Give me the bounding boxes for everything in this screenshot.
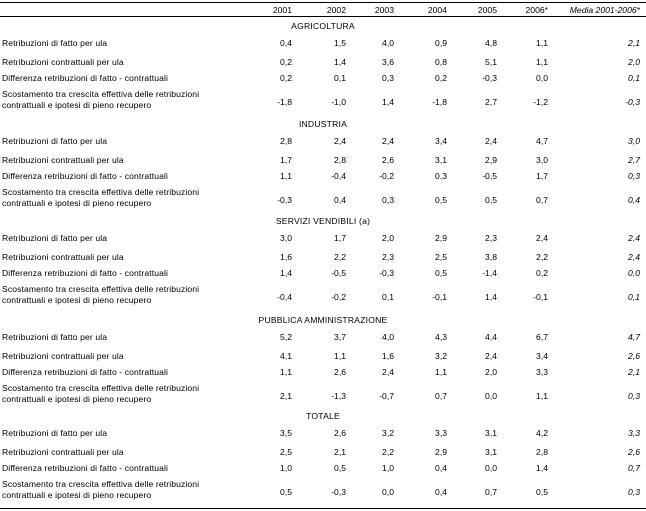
table-row (0, 250, 646, 264)
header-rule (0, 16, 646, 17)
table-cell: -1,2 (533, 97, 548, 107)
table-cell: 4,7 (628, 332, 640, 342)
table-cell: 2,2 (334, 252, 346, 262)
col-header-2004: 2004 (427, 5, 447, 15)
table-row (0, 153, 646, 167)
table-cell: 2,6 (628, 351, 640, 361)
table-cell: 0,7 (536, 195, 548, 205)
table-cell: 6,7 (536, 332, 548, 342)
table-cell: 0,2 (280, 73, 292, 83)
table-cell: 5,2 (280, 332, 292, 342)
row-label-continued: contrattuali e ipotesi di pieno recupero (2, 490, 152, 500)
table-cell: 1,7 (280, 155, 292, 165)
table-cell: 0,4 (280, 38, 292, 48)
table-row (0, 461, 646, 475)
table-cell: 0,3 (628, 171, 640, 181)
table-cell: 0,1 (382, 292, 394, 302)
row-label: Retribuzioni di fatto per ula (2, 233, 108, 243)
row-label: Scostamento tra crescita effettiva delle retribuzioni (2, 187, 200, 197)
table-row (0, 55, 646, 69)
row-label: Retribuzioni contrattuali per ula (2, 155, 124, 165)
table-cell: -1,0 (331, 97, 346, 107)
table-cell: 2,4 (382, 136, 394, 146)
table-row (0, 36, 646, 50)
table-cell: 4,2 (536, 428, 548, 438)
table-cell: -0,2 (379, 171, 394, 181)
table-cell: 0,4 (435, 487, 447, 497)
table-row (0, 383, 646, 409)
table-cell: 2,4 (485, 136, 497, 146)
section-title: PUBBLICA AMMINISTRAZIONE (258, 315, 388, 325)
row-label: Retribuzioni di fatto per ula (2, 428, 108, 438)
table-cell: -0,3 (379, 268, 394, 278)
table-cell: 0,0 (485, 391, 497, 401)
table-cell: 0,5 (536, 487, 548, 497)
table-cell: 0,5 (280, 487, 292, 497)
col-header-2003: 2003 (374, 5, 394, 15)
table-cell: -0,3 (331, 487, 346, 497)
table-cell: -0,7 (379, 391, 394, 401)
table-cell: 1,1 (280, 367, 292, 377)
table-cell: 2,0 (628, 57, 640, 67)
table-cell: 2,4 (334, 136, 346, 146)
table-cell: 3,4 (536, 351, 548, 361)
table-cell: 2,4 (628, 233, 640, 243)
table-row (0, 479, 646, 505)
table-cell: -0,4 (331, 171, 346, 181)
table-cell: 0,3 (435, 171, 447, 181)
table-cell: 2,0 (485, 367, 497, 377)
table-cell: 2,1 (280, 391, 292, 401)
table-cell: 0,4 (628, 195, 640, 205)
table-cell: 5,1 (485, 57, 497, 67)
table-cell: -0,5 (482, 171, 497, 181)
row-label: Retribuzioni contrattuali per ula (2, 447, 124, 457)
table-cell: 1,4 (536, 463, 548, 473)
row-label-continued: contrattuali e ipotesi di pieno recupero (2, 394, 152, 404)
table-cell: 4,4 (485, 332, 497, 342)
table-cell: 1,1 (334, 351, 346, 361)
table-cell: 3,8 (485, 252, 497, 262)
table-cell: -1,3 (331, 391, 346, 401)
table-cell: 1,1 (280, 171, 292, 181)
table-cell: 1,4 (382, 97, 394, 107)
table-cell: 2,6 (334, 428, 346, 438)
table-cell: 4,0 (382, 332, 394, 342)
row-label-continued: contrattuali e ipotesi di pieno recupero (2, 100, 152, 110)
table-cell: 0,0 (382, 487, 394, 497)
row-label: Scostamento tra crescita effettiva delle retribuzioni (2, 89, 200, 99)
table-cell: 2,6 (628, 447, 640, 457)
row-label: Retribuzioni di fatto per ula (2, 136, 108, 146)
table-cell: 2,3 (382, 252, 394, 262)
row-label: Retribuzioni contrattuali per ula (2, 351, 124, 361)
row-label: Scostamento tra crescita effettiva delle retribuzioni (2, 479, 200, 489)
table-row (0, 349, 646, 363)
row-label-continued: contrattuali e ipotesi di pieno recupero (2, 198, 152, 208)
table-cell: 2,1 (334, 447, 346, 457)
table-cell: 1,4 (280, 268, 292, 278)
row-label: Retribuzioni contrattuali per ula (2, 57, 124, 67)
table-cell: 3,0 (280, 233, 292, 243)
table-cell: 3,1 (485, 447, 497, 457)
row-label: Differenza retribuzioni di fatto - contrattuali (2, 463, 168, 473)
table-cell: 3,7 (334, 332, 346, 342)
table-cell: 1,7 (536, 171, 548, 181)
table-cell: -0,3 (277, 195, 292, 205)
table-cell: 0,2 (280, 57, 292, 67)
table-cell: 2,1 (628, 38, 640, 48)
table-cell: 4,0 (382, 38, 394, 48)
row-label: Retribuzioni di fatto per ula (2, 332, 108, 342)
table-row (0, 365, 646, 379)
table-cell: 0,0 (628, 268, 640, 278)
table-cell: 3,3 (435, 428, 447, 438)
table-cell: 2,9 (435, 447, 447, 457)
table-row (0, 71, 646, 85)
table-cell: 2,8 (280, 136, 292, 146)
table-cell: 1,1 (536, 38, 548, 48)
row-label-continued: contrattuali e ipotesi di pieno recupero (2, 295, 152, 305)
table-cell: 3,0 (536, 155, 548, 165)
table-cell: 0,1 (334, 73, 346, 83)
section-title: TOTALE (306, 411, 340, 421)
table-cell: 2,4 (536, 233, 548, 243)
table-cell: 3,1 (485, 428, 497, 438)
table-cell: 1,4 (334, 57, 346, 67)
table-cell: 2,4 (485, 351, 497, 361)
table-cell: 2,2 (536, 252, 548, 262)
bottom-rule (0, 508, 646, 509)
table-row (0, 231, 646, 245)
table-cell: 3,4 (435, 136, 447, 146)
row-label: Scostamento tra crescita effettiva delle retribuzioni (2, 284, 200, 294)
table-cell: -1,8 (432, 97, 447, 107)
row-label: Differenza retribuzioni di fatto - contrattuali (2, 268, 168, 278)
table-cell: 1,0 (382, 463, 394, 473)
table-cell: 3,5 (280, 428, 292, 438)
table-cell: 0,0 (485, 463, 497, 473)
table-cell: -0,1 (432, 292, 447, 302)
table-cell: 2,8 (334, 155, 346, 165)
table-cell: 0,4 (334, 195, 346, 205)
table-cell: -1,8 (277, 97, 292, 107)
table-cell: 1,7 (334, 233, 346, 243)
table-cell: 3,0 (628, 136, 640, 146)
table-cell: 2,6 (382, 155, 394, 165)
col-header-media: Media 2001-2006* (569, 5, 640, 15)
table-cell: 2,3 (485, 233, 497, 243)
top-rule (0, 2, 646, 3)
table-row (0, 134, 646, 148)
table-cell: 1,6 (280, 252, 292, 262)
table-cell: 2,4 (628, 252, 640, 262)
table-cell: -0,4 (277, 292, 292, 302)
table-cell: 2,9 (435, 233, 447, 243)
row-label: Differenza retribuzioni di fatto - contrattuali (2, 367, 168, 377)
table-cell: 0,5 (435, 268, 447, 278)
table-cell: 2,0 (382, 233, 394, 243)
section-title: SERVIZI VENDIBILI (a) (275, 216, 371, 226)
table-row (0, 187, 646, 213)
table-cell: 2,4 (382, 367, 394, 377)
table-cell: 2,8 (536, 447, 548, 457)
col-header-2002: 2002 (326, 5, 346, 15)
table-cell: 2,1 (628, 367, 640, 377)
table-cell: 0,2 (435, 73, 447, 83)
table-cell: -0,5 (331, 268, 346, 278)
table-cell: -0,3 (482, 73, 497, 83)
table-row (0, 445, 646, 459)
table-cell: 0,2 (536, 268, 548, 278)
section-title: AGRICOLTURA (291, 21, 355, 31)
table-cell: 3,2 (382, 428, 394, 438)
table-row (0, 284, 646, 310)
table-row (0, 266, 646, 280)
table-cell: 0,3 (628, 391, 640, 401)
table-cell: 0,3 (382, 73, 394, 83)
col-header-2001: 2001 (272, 5, 292, 15)
table-row (0, 426, 646, 440)
col-header-2005: 2005 (477, 5, 497, 15)
table-cell: 0,3 (628, 487, 640, 497)
table-cell: 2,7 (485, 97, 497, 107)
table-cell: 1,1 (435, 367, 447, 377)
table-cell: 3,2 (435, 351, 447, 361)
table-cell: 2,5 (435, 252, 447, 262)
table-cell: -0,1 (533, 292, 548, 302)
table-cell: 1,4 (485, 292, 497, 302)
table-cell: 0,7 (628, 463, 640, 473)
table-cell: 1,1 (536, 391, 548, 401)
table-row (0, 89, 646, 115)
table-cell: 0,7 (485, 487, 497, 497)
table-cell: 0,1 (628, 292, 640, 302)
table-cell: 4,3 (435, 332, 447, 342)
table-cell: 0,4 (435, 463, 447, 473)
row-label: Retribuzioni di fatto per ula (2, 38, 108, 48)
table-cell: 2,7 (628, 155, 640, 165)
table-row (0, 169, 646, 183)
table-cell: 1,6 (382, 351, 394, 361)
row-label: Retribuzioni contrattuali per ula (2, 252, 124, 262)
table-cell: 3,3 (536, 367, 548, 377)
table-cell: -0,3 (625, 97, 640, 107)
table-cell: 0,1 (628, 73, 640, 83)
row-label: Differenza retribuzioni di fatto - contrattuali (2, 73, 168, 83)
table-cell: 2,9 (485, 155, 497, 165)
table-cell: -0,2 (331, 292, 346, 302)
table-cell: 4,8 (485, 38, 497, 48)
table-cell: 2,6 (334, 367, 346, 377)
table-cell: 0,7 (435, 391, 447, 401)
table-cell: 1,0 (280, 463, 292, 473)
table-cell: 2,5 (280, 447, 292, 457)
table-cell: 3,1 (435, 155, 447, 165)
table-cell: 0,9 (435, 38, 447, 48)
table-cell: 4,7 (536, 136, 548, 146)
table-cell: 1,5 (334, 38, 346, 48)
table-cell: 2,2 (382, 447, 394, 457)
table-cell: 0,0 (536, 73, 548, 83)
table-cell: 0,8 (435, 57, 447, 67)
col-header-2006: 2006* (525, 5, 548, 15)
row-label: Differenza retribuzioni di fatto - contrattuali (2, 171, 168, 181)
table-row (0, 330, 646, 344)
row-label: Scostamento tra crescita effettiva delle retribuzioni (2, 383, 200, 393)
table-cell: -1,4 (482, 268, 497, 278)
table-cell: 0,5 (334, 463, 346, 473)
table-cell: 4,1 (280, 351, 292, 361)
table-cell: 3,6 (382, 57, 394, 67)
table-cell: 0,3 (382, 195, 394, 205)
table-cell: 0,5 (485, 195, 497, 205)
table-cell: 1,1 (536, 57, 548, 67)
section-title: INDUSTRIA (298, 119, 348, 129)
table-cell: 0,5 (435, 195, 447, 205)
table-cell: 3,3 (628, 428, 640, 438)
